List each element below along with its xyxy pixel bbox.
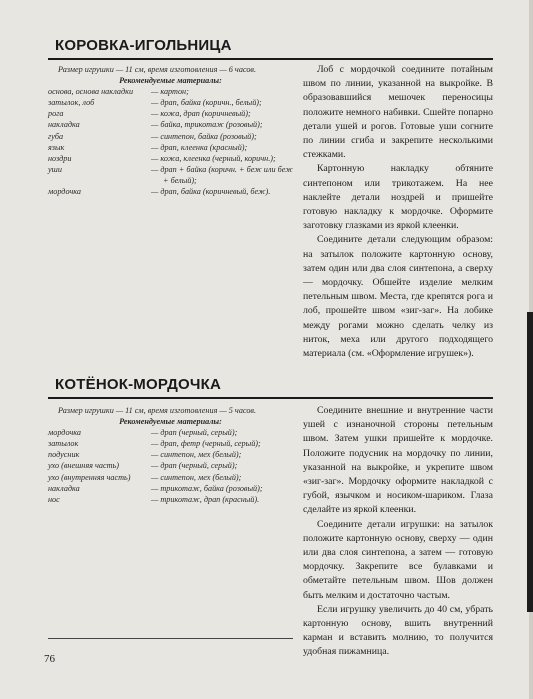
material-value: — синтепон, мех (белый); — [151, 472, 242, 482]
section2-text — [303, 404, 493, 660]
material-name: накладка — [48, 483, 80, 493]
body-paragraph: Соедините детали игрушки: на затылок положите картонную основу, сверху — один или два слоя синтепона, а затем — готовую мордочку. Закрепите все булавками и обметайте петельным швом. Шов должен быть мелким и достаточно частым. — [303, 518, 493, 601]
material-row — [48, 460, 293, 471]
body-paragraph: Соедините внешние и внутренние части ушей с изнаночной стороны петельным швом. Затем ушки пришейте к мордочке. Положите подусник на мордочку по линии, указанной на выкройке, и укрепите швом «зиг-заг». Мордочку оформите накладкой с губой, язычком и носиком-шариком. Глаза сделайте из яркой клеенки. — [303, 405, 493, 516]
material-row — [48, 427, 293, 438]
body-paragraph: Картонную накладку обтяните синтепоном или трикотажем. На нее наклейте детали ноздрей и пришейте готовую накладку к мордочке. Оформите заготовку глазками из яркой клеенки. — [303, 163, 493, 232]
material-name: мордочка — [48, 428, 81, 438]
section1-rule — [48, 58, 493, 60]
material-name: мордочка — [48, 187, 81, 197]
material-value: — кожа, клеенка (черный, коричн.); — [151, 153, 276, 163]
material-row — [48, 186, 293, 197]
material-name: губа — [48, 131, 64, 141]
material-name: уши — [48, 164, 62, 174]
material-value: — драп (черный, серый); — [151, 461, 238, 471]
material-row — [48, 472, 293, 483]
section2-materials — [48, 405, 293, 505]
material-value: — драп, фетр (черный, серый); — [151, 439, 261, 449]
material-value: — драп, клеенка (красный); — [151, 142, 248, 152]
material-value: — драп (черный, серый); — [151, 428, 238, 438]
material-row — [48, 494, 293, 505]
body-paragraph: Соедините детали следующим образом: на затылок положите картонную основу, затем один или два слоя синтепона, а сверху — мордочку. Обшейте изделие мелким петельным швом. Места, где крепятся рога и лоб, прошейте швом «зиг-заг». На лобике между рогами можно сделать челку из ниток, меха или другого подходящего материала (см. «Оформление игрушек»). — [303, 234, 493, 360]
material-name: ухо (внешняя часть) — [48, 461, 119, 471]
material-value: — трикотаж, байка (розовый); — [151, 483, 263, 493]
material-row — [48, 97, 293, 108]
material-row — [48, 86, 293, 97]
material-name: нос — [48, 494, 60, 504]
section2-size-line: Размер игрушки — 11 см, время изготовления — 5 часов. — [58, 406, 257, 415]
material-name: накладка — [48, 120, 80, 130]
material-name: затылок — [48, 439, 79, 449]
material-value: — драп, байка (коричн., белый); — [151, 98, 262, 108]
section2-title: КОТЁНОК-МОРДОЧКА — [55, 376, 221, 393]
material-name: ноздри — [48, 153, 72, 163]
material-name: основа, основа накладки — [48, 87, 134, 97]
material-row — [48, 483, 293, 494]
material-row — [48, 164, 293, 186]
page-edge-dark-band — [527, 312, 533, 612]
material-value: — синтепон, мех (белый); — [151, 450, 242, 460]
section1-materials — [48, 64, 293, 197]
material-name: затылок, лоб — [48, 98, 95, 108]
material-name: рога — [48, 109, 64, 119]
material-row — [48, 142, 293, 153]
footer-rule — [48, 638, 293, 639]
material-value: — картон; — [151, 87, 189, 97]
section1-title: КОРОВКА-ИГОЛЬНИЦА — [55, 37, 232, 54]
material-row — [48, 153, 293, 164]
material-value: — синтепон, байка (розовый); — [151, 131, 257, 141]
section1-size-line: Размер игрушки — 11 см, время изготовления — 6 часов. — [58, 65, 257, 74]
body-paragraph: Лоб с мордочкой соедините потайным швом по линии, указанной на выкройке. В образовавшийся мешочек переносицы положите немного набивки. Сшейте попарно детали ушей и рогов. Готовые уши согните по линии сгиба и закрепите несколькими стежками. — [303, 64, 493, 161]
material-value: — байка, трикотаж (розовый); — [151, 120, 263, 130]
section2-rule — [48, 397, 493, 399]
section1-text — [303, 63, 493, 361]
material-value: — кожа, драп (коричневый); — [151, 109, 251, 119]
material-row — [48, 108, 293, 119]
body-paragraph: Если игрушку увеличить до 40 см, убрать картонную основу, вшить внутренний карман и вставить молнию, то получится удобная пижамница. — [303, 603, 493, 658]
material-value: — трикотаж, драп (красный). — [151, 494, 260, 504]
page-number: 76 — [44, 653, 55, 665]
material-value: — драп + байка (коричн. + беж или беж + белый); — [151, 164, 293, 185]
material-row — [48, 438, 293, 449]
material-name: язык — [48, 142, 65, 152]
material-name: подусник — [48, 450, 80, 460]
section2-rec-label: Рекомендуемые материалы: — [119, 417, 222, 427]
material-row — [48, 449, 293, 460]
material-row — [48, 131, 293, 142]
material-row — [48, 119, 293, 130]
section1-rec-label: Рекомендуемые материалы: — [119, 76, 222, 86]
material-value: — драп, байка (коричневый, беж). — [151, 187, 271, 197]
material-name: ухо (внутренняя часть) — [48, 472, 131, 482]
